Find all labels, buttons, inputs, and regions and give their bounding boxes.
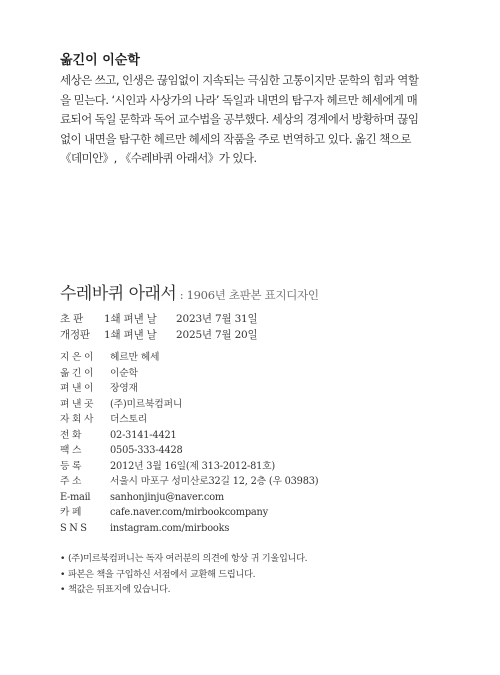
bullet-icon: • xyxy=(60,553,66,564)
credit-value: 헤르만 헤세 xyxy=(110,352,160,363)
credit-label: 카 페 xyxy=(60,507,82,518)
credit-value: 02-3141-4421 xyxy=(110,429,177,441)
credit-value: 장영재 xyxy=(110,383,138,394)
credit-label: 팩 스 xyxy=(60,445,82,456)
credit-value: 더스토리 xyxy=(110,414,148,425)
credit-label: 지 은 이 xyxy=(60,352,94,363)
cafe-url[interactable]: cafe.naver.com/mirbookcompany xyxy=(110,507,268,518)
bio-line: 을 믿는다. ‘시인과 사상가의 나라’ 독일과 내면의 탐구자 헤르만 헤세에게 매 xyxy=(60,92,418,107)
translator-heading: 옮긴이 이순학 xyxy=(60,53,140,68)
note-item xyxy=(60,582,307,598)
edition-row xyxy=(60,312,257,328)
book-title-row xyxy=(60,279,319,304)
credit-value: 이순학 xyxy=(110,367,138,379)
credit-label: 펴 낸 이 xyxy=(60,383,94,394)
note-text: 파본은 책을 구입하신 서점에서 교환해 드립니다. xyxy=(68,568,256,580)
credit-value: 0505-333-4428 xyxy=(110,445,183,456)
note-text: (주)미르북컴퍼니는 독자 여러분의 의견에 항상 귀 기울입니다. xyxy=(68,553,308,564)
bullet-icon: • xyxy=(60,584,66,595)
translator-bio xyxy=(60,71,450,169)
edition-label: 초 판 xyxy=(60,313,84,325)
credit-label: 전 화 xyxy=(60,429,82,441)
credit-label: 펴 낸 곳 xyxy=(60,398,94,410)
credit-row xyxy=(60,381,318,397)
credit-label: 자 회 사 xyxy=(60,414,94,425)
credit-value: 서울시 마포구 성미산로32길 12, 2층 (우 03983) xyxy=(110,476,319,487)
credit-row xyxy=(60,490,318,506)
credit-row xyxy=(60,350,318,366)
edition-row xyxy=(60,328,257,344)
note-text: 책값은 뒤표지에 있습니다. xyxy=(68,584,171,595)
bio-line: 《데미안》, 《수레바퀴 아래서》가 있다. xyxy=(60,151,257,166)
edition-info xyxy=(60,312,257,343)
credit-label: S N S xyxy=(60,522,87,534)
credit-row xyxy=(60,521,318,537)
credit-row xyxy=(60,443,318,459)
credit-label: 옮 긴 이 xyxy=(60,367,94,379)
credit-row xyxy=(60,459,318,475)
publication-credits xyxy=(60,350,318,536)
edition-kind: 1쇄 펴낸 날 xyxy=(104,328,157,341)
email-value[interactable]: sanhonjinju@naver.com xyxy=(110,491,224,503)
credit-value: 2012년 3월 16일(제 313-2012-81호) xyxy=(110,460,276,472)
note-item xyxy=(60,551,307,567)
credit-row xyxy=(60,412,318,428)
edition-date: 2025년 7월 20일 xyxy=(176,328,258,341)
credit-row xyxy=(60,366,318,382)
note-item xyxy=(60,567,307,583)
credit-label: 주 소 xyxy=(60,476,82,487)
notes xyxy=(60,551,307,598)
edition-date: 2023년 7월 31일 xyxy=(176,313,258,325)
credit-row xyxy=(60,505,318,521)
credit-row xyxy=(60,428,318,444)
bio-line: 료되어 독일 문학과 독어 교수법을 공부했다. 세상의 경계에서 방황하며 끊임 xyxy=(60,112,419,127)
edition-label: 개정판 xyxy=(60,328,90,341)
credit-label: 등 록 xyxy=(60,460,82,472)
bullet-icon: • xyxy=(60,568,66,580)
sns-url[interactable]: instagram.com/mirbooks xyxy=(110,522,230,534)
credit-value: (주)미르북컴퍼니 xyxy=(110,398,183,410)
bio-line: 세상은 쓰고, 인생은 끊임없이 지속되는 극심한 고통이지만 문학의 힘과 역할 xyxy=(60,73,419,87)
book-subtitle: : 1906년 초판본 표지디자인 xyxy=(176,288,319,302)
bio-line: 없이 내면을 탐구한 헤르만 헤세의 작품을 주로 번역하고 있다. 옮긴 책으로 xyxy=(60,131,411,146)
credit-label: E-mail xyxy=(60,491,91,503)
credit-row xyxy=(60,474,318,490)
book-title: 수레바퀴 아래서 xyxy=(60,284,177,304)
credit-row xyxy=(60,397,318,413)
edition-kind: 1쇄 펴낸 날 xyxy=(104,313,157,325)
